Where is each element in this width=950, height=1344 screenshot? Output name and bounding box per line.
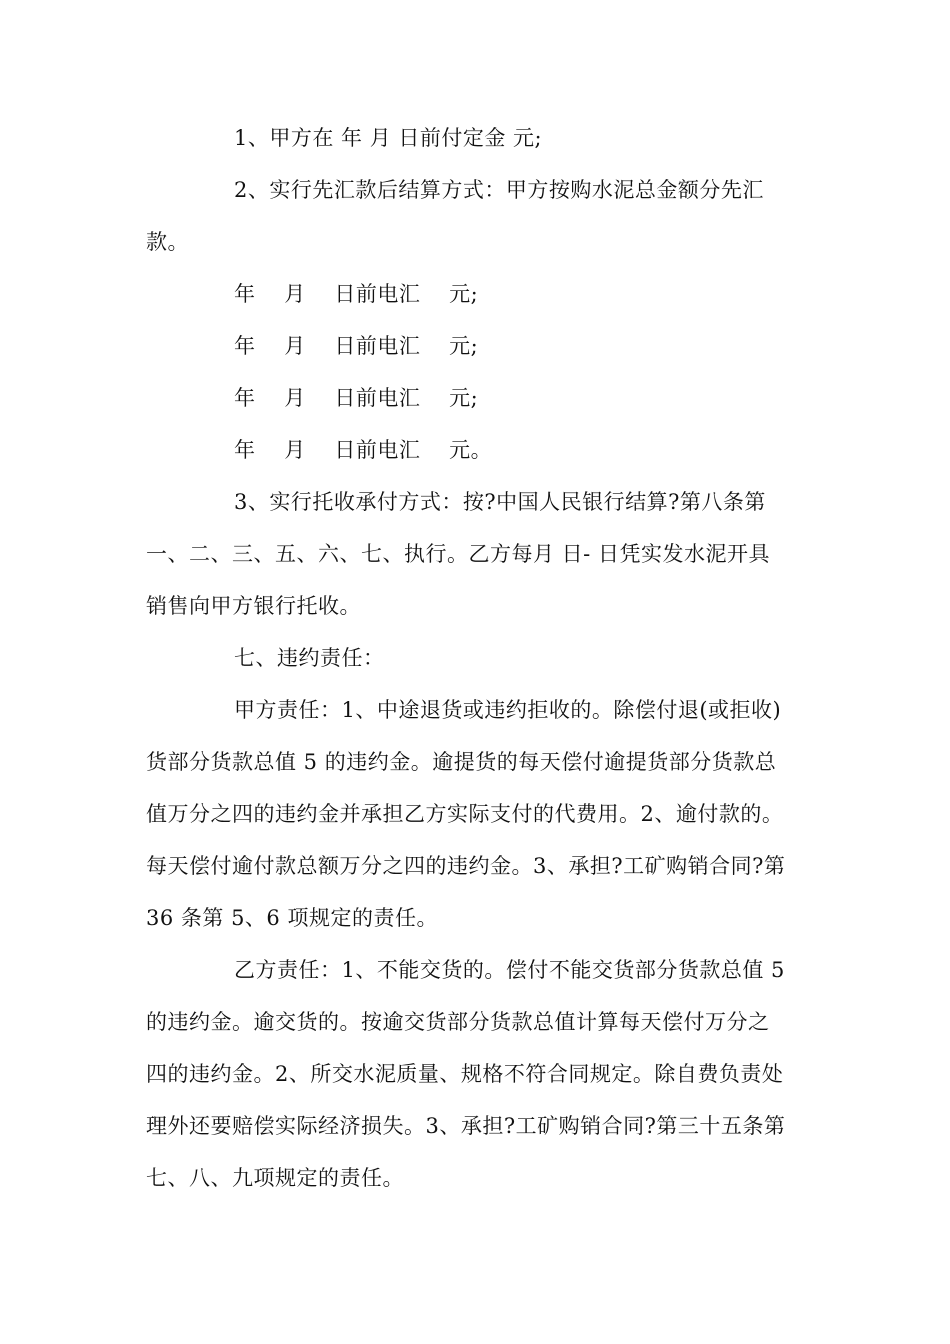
party-a-liability-cont-1: 货部分货款总值 5 的违约金。逾提货的每天偿付逾提货部分货款总: [146, 750, 777, 774]
party-b-liability-cont-2: 四的违约金。2、所交水泥质量、规格不符合同规定。除自费负责处: [146, 1062, 784, 1086]
section-heading-liability: 七、违约责任：: [234, 646, 385, 670]
party-b-liability-cont-3: 理外还要赔偿实际经济损失。3、承担?工矿购销合同?第三十五条第: [146, 1114, 786, 1138]
party-b-liability-cont-4: 七、八、九项规定的责任。: [146, 1166, 404, 1190]
party-a-liability-cont-4: 36 条第 5、6 项规定的责任。: [146, 906, 438, 930]
party-b-liability-cont-1: 的违约金。逾交货的。按逾交货部分货款总值计算每天偿付万分之: [146, 1010, 770, 1034]
clause-collection-cont-1: 一、二、三、五、六、七、执行。乙方每月 日- 日凭实发水泥开具: [146, 542, 770, 566]
remittance-line-3: 年 月 日前电汇 元;: [234, 386, 479, 410]
party-a-liability-cont-3: 每天偿付逾付款总额万分之四的违约金。3、承担?工矿购销合同?第: [146, 854, 786, 878]
remittance-line-4: 年 月 日前电汇 元。: [234, 438, 493, 462]
remittance-line-2: 年 月 日前电汇 元;: [234, 334, 479, 358]
party-b-liability: 乙方责任：1、不能交货的。偿付不能交货部分货款总值 5: [234, 958, 785, 982]
clause-prepayment-cont: 款。: [146, 230, 189, 254]
party-a-liability: 甲方责任：1、中途退货或违约拒收的。除偿付退(或拒收): [234, 698, 782, 722]
clause-prepayment: 2、实行先汇款后结算方式：甲方按购水泥总金额分先汇: [234, 178, 764, 202]
clause-collection-cont-2: 销售向甲方银行托收。: [146, 594, 361, 618]
clause-collection: 3、实行托收承付方式：按?中国人民银行结算?第八条第: [234, 490, 766, 514]
party-a-liability-cont-2: 值万分之四的违约金并承担乙方实际支付的代费用。2、逾付款的。: [146, 802, 784, 826]
remittance-line-1: 年 月 日前电汇 元;: [234, 282, 479, 306]
clause-deposit: 1、甲方在 年 月 日前付定金 元;: [234, 126, 543, 150]
